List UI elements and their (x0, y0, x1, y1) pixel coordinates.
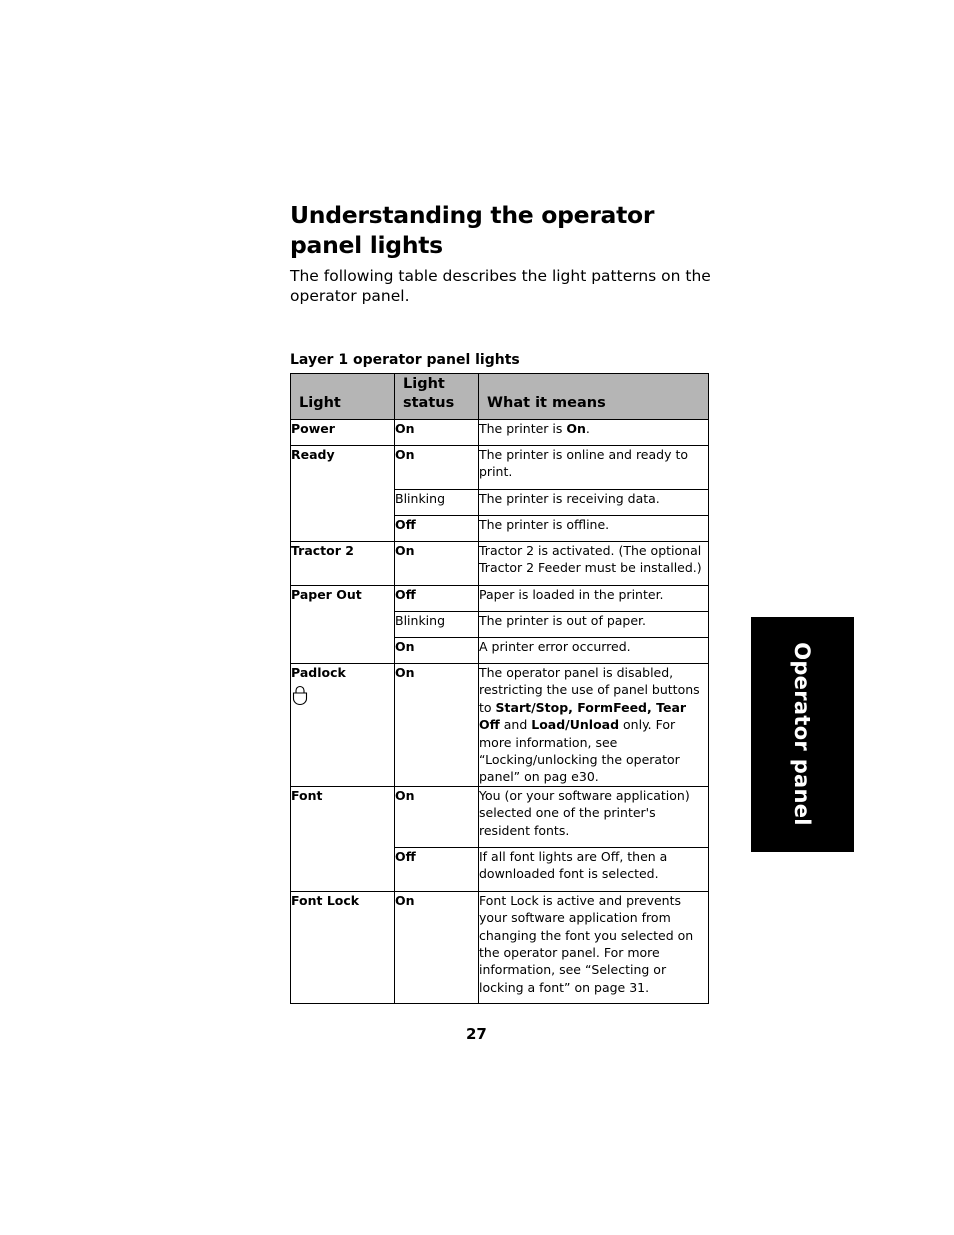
light-name: Font (291, 786, 395, 891)
header-what-it-means: What it means (479, 374, 709, 420)
light-status: On (395, 664, 479, 787)
light-status: On (395, 786, 479, 847)
light-meaning: The printer is On. (479, 420, 709, 446)
light-name: Paper Out (291, 586, 395, 664)
light-status: On (395, 446, 479, 490)
light-status: Off (395, 516, 479, 542)
light-name: Power (291, 420, 395, 446)
header-light: Light (291, 374, 395, 420)
light-meaning: If all font lights are Off, then a downloaded font is selected. (479, 847, 709, 891)
table-caption: Layer 1 operator panel lights (290, 352, 520, 368)
section-tab (751, 617, 854, 852)
header-light-status: Light status (395, 374, 479, 420)
light-meaning: Paper is loaded in the printer. (479, 586, 709, 612)
operator-panel-lights-table (290, 373, 709, 1004)
table-row (291, 446, 709, 490)
light-status: Blinking (395, 612, 479, 638)
table-row (291, 786, 709, 847)
light-status: Off (395, 847, 479, 891)
light-meaning: The printer is out of paper. (479, 612, 709, 638)
intro-paragraph: The following table describes the light patterns on the operator panel. (290, 267, 711, 305)
table-row (291, 420, 709, 446)
table-header-row (291, 374, 709, 420)
padlock-label: Padlock (291, 665, 346, 680)
page-title: Understanding the operator panel lights (290, 201, 655, 259)
light-name: Ready (291, 446, 395, 542)
light-status: Off (395, 586, 479, 612)
light-name (291, 664, 395, 787)
table-row (291, 542, 709, 586)
page-number: 27 (466, 1025, 487, 1043)
section-tab-label: Operator panel (790, 642, 814, 826)
light-meaning: You (or your software application) selected one of the printer's resident fonts. (479, 786, 709, 847)
light-meaning: The printer is offline. (479, 516, 709, 542)
table-row (291, 586, 709, 612)
table-row (291, 664, 709, 787)
light-name: Font Lock (291, 891, 395, 1003)
light-meaning: Font Lock is active and prevents your software application from changing the font you selected on the operator panel. For more information, see “Selecting or locking a font” on page 31. (479, 891, 709, 1003)
light-meaning: The printer is receiving data. (479, 490, 709, 516)
light-status: On (395, 638, 479, 664)
light-name: Tractor 2 (291, 542, 395, 586)
light-meaning: A printer error occurred. (479, 638, 709, 664)
light-meaning: The printer is online and ready to print. (479, 446, 709, 490)
light-status: On (395, 542, 479, 586)
light-status: On (395, 891, 479, 1003)
table-row (291, 891, 709, 1003)
light-meaning: Tractor 2 is activated. (The optional Tractor 2 Feeder must be installed.) (479, 542, 709, 586)
light-status: On (395, 420, 479, 446)
light-status: Blinking (395, 490, 479, 516)
padlock-icon (291, 684, 309, 706)
light-meaning: The operator panel is disabled, restricting the use of panel buttons to Start/Stop, FormFeed, Tear Off and Load/Unload only. For more information, see “Locking/unlocking the operator panel” on pag e30. (479, 664, 709, 787)
